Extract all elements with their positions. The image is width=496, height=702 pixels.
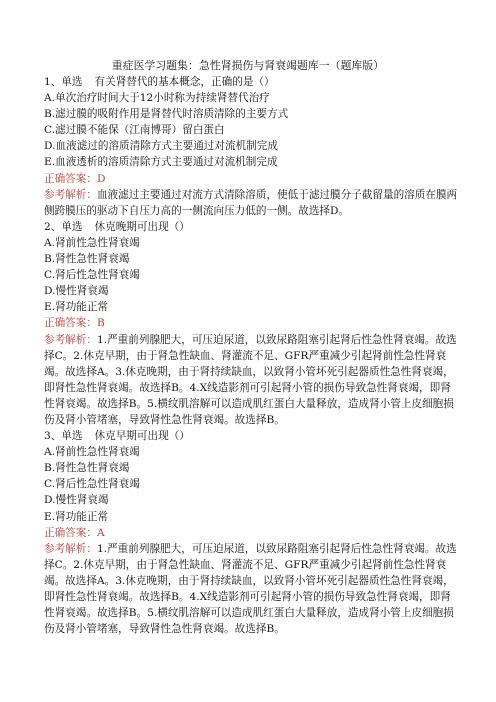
question-stem [44,428,460,444]
option-a: A.肾前性急性肾衰竭 [44,236,140,249]
analysis [44,332,460,429]
analysis-label: 参考解析： [44,188,97,201]
question-stem [44,74,460,90]
option-d: D.慢性肾衰竭 [44,494,109,507]
analysis-text: 1.严重前列腺肥大，可压迫尿道，以致尿路阻塞引起肾后性急性肾衰竭。故选择C。2.休克早期，由于肾急性缺血、肾灌流不足、GFR严重减少引起肾前性急性肾衰竭。故选择A。3.休克晚期，由于肾持续缺血，以致肾小管坏死引起器质性急性肾衰竭，即肾性急性肾衰竭。故选择B。4.X线造影剂可引起肾小管的损伤导致急性肾衰竭，即肾性肾衰竭。故选择B。5.横纹肌溶解可以造成肌红蛋白大量释放，造成肾小管上皮细胞损伤及肾小管堵塞，导致肾性急性肾衰竭。故选择B。 [44,542,457,636]
question-text: 休克晚期可出现（） [94,220,190,233]
option-e: E.肾功能正常 [44,301,109,314]
analysis-label: 参考解析： [44,333,97,346]
answer-label: 正确答案： [44,172,97,185]
option-b: B.肾性急性肾衰竭 [44,462,130,475]
option-e: E.血液透析的溶质清除方式主要通过对流机制完成 [44,156,278,169]
analysis-text: 血液滤过主要通过对流方式清除溶质，使低于滤过膜分子截留量的溶质在膜两侧跨膜压的驱动下自压力高的一侧流向压力低的一侧。故选择D。 [44,188,458,217]
question-number: 3、单选 [44,430,83,443]
question-number: 2、单选 [44,220,83,233]
question-list [44,74,460,637]
answer-value: B [96,317,105,330]
option-a: A.肾前性急性肾衰竭 [44,446,140,459]
analysis-label: 参考解析： [44,542,97,555]
question-stem [44,219,460,235]
question-1 [44,74,460,219]
question-3 [44,428,460,637]
analysis [44,541,460,638]
option-c: C.滤过膜不能保（江南博哥）留白蛋白 [44,124,225,137]
analysis-text: 1.严重前列腺肥大，可压迫尿道，以致尿路阻塞引起肾后性急性肾衰竭。故选择C。2.休克早期，由于肾急性缺血、肾灌流不足、GFR严重减少引起肾前性急性肾衰竭。故选择A。3.休克晚期，由于肾持续缺血，以致肾小管坏死引起器质性急性肾衰竭，即肾性急性肾衰竭。故选择B。4.X线造影剂可引起肾小管的损伤导致急性肾衰竭，即肾性肾衰竭。故选择B。5.横纹肌溶解可以造成肌红蛋白大量释放，造成肾小管上皮细胞损伤及肾小管堵塞，导致肾性急性肾衰竭。故选择B。 [44,333,457,426]
correct-answer [44,525,460,541]
answer-label: 正确答案： [44,317,97,330]
option-d: D.慢性肾衰竭 [44,285,109,298]
option-d: D.血液滤过的溶质清除方式主要通过对流机制完成 [44,140,278,153]
question-text: 休克早期可出现（） [94,430,190,443]
question-2 [44,219,460,428]
option-e: E.肾功能正常 [44,510,109,523]
correct-answer [44,171,460,187]
option-c: C.肾后性急性肾衰竭 [44,478,140,491]
answer-label: 正确答案： [44,526,97,539]
question-number: 1、单选 [44,76,83,88]
answer-value: A [96,526,105,539]
option-b: B.滤过膜的吸附作用是肾替代时溶质清除的主要方式 [44,108,289,121]
answer-value: D [96,172,106,185]
correct-answer [44,315,460,331]
option-a: A.单次治疗时间大于12小时称为持续肾替代治疗 [44,92,270,105]
question-text: 有关肾替代的基本概念，正确的是（） [94,76,275,88]
analysis [44,187,460,219]
page-title: 重症医学习题集：急性肾损伤与肾衰竭题库一（题库版） [111,59,385,72]
option-b: B.肾性急性肾衰竭 [44,253,130,266]
option-c: C.肾后性急性肾衰竭 [44,269,140,282]
